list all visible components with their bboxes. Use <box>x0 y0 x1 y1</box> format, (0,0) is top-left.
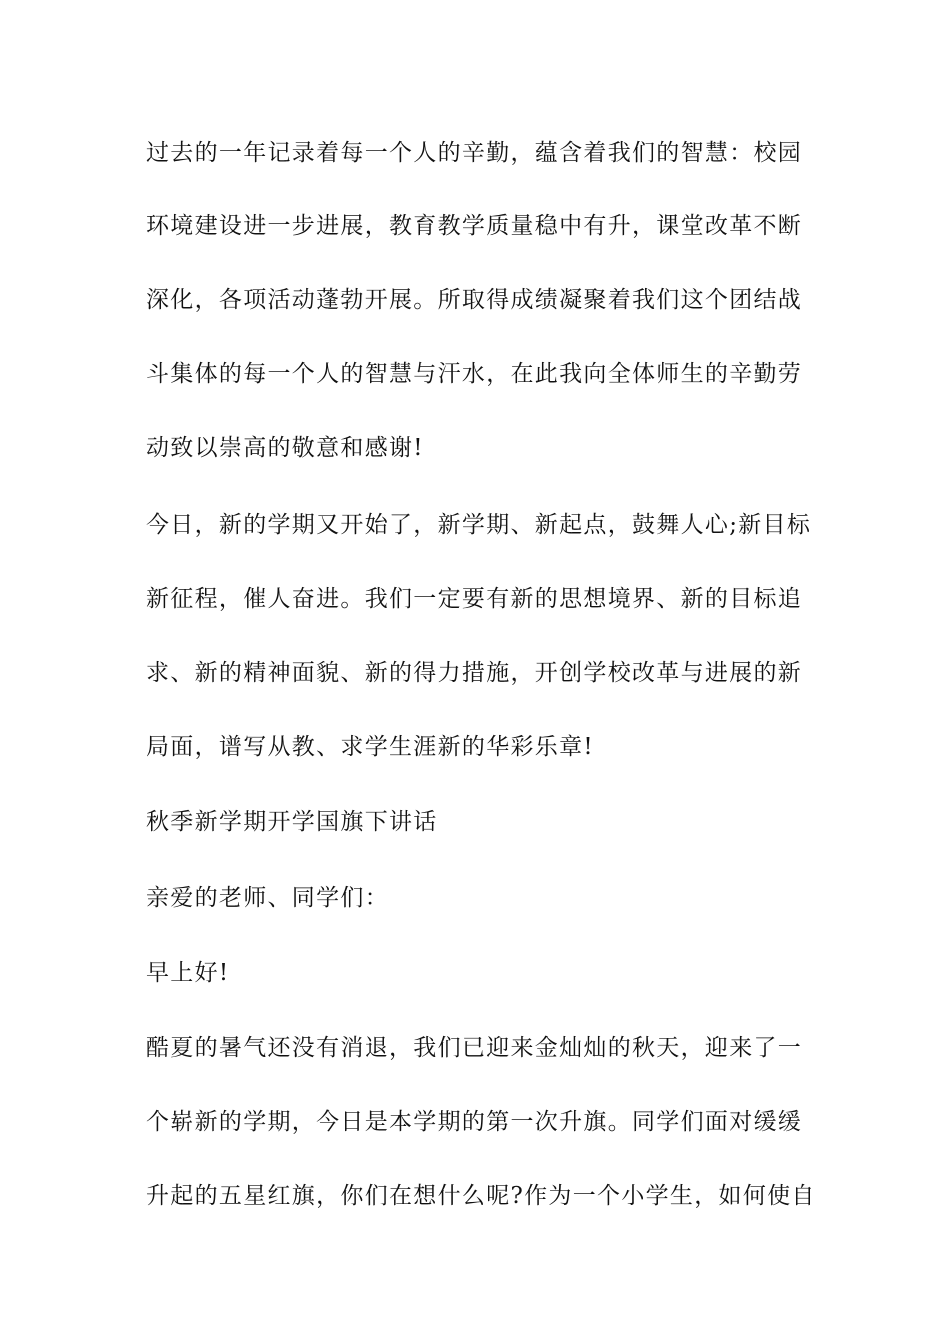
text-line: 局面，谱写从教、求学生涯新的华彩乐章! <box>146 734 594 760</box>
greeting-line: 亲爱的老师、同学们： <box>146 885 389 911</box>
text-line: 酷夏的暑气还没有消退，我们已迎来金灿灿的秋天，迎来了一 <box>146 1035 803 1061</box>
text-line: 过去的一年记录着每一个人的辛勤，蕴含着我们的智慧：校园 <box>146 140 803 166</box>
text-line: 斗集体的每一个人的智慧与汗水，在此我向全体师生的辛勤劳 <box>146 361 803 387</box>
text-line: 今日，新的学期又开始了，新学期、新起点，鼓舞人心;新目标 <box>146 512 812 538</box>
text-line: 深化，各项活动蓬勃开展。所取得成绩凝聚着我们这个团结战 <box>146 287 803 313</box>
text-line: 升起的五星红旗，你们在想什么呢?作为一个小学生，如何使自 <box>146 1183 816 1209</box>
text-line: 求、新的精神面貌、新的得力措施，开创学校改革与进展的新 <box>146 660 803 686</box>
text-line: 环境建设进一步进展，教育教学质量稳中有升，课堂改革不断 <box>146 213 803 239</box>
section-title: 秋季新学期开学国旗下讲话 <box>146 809 438 835</box>
greeting-line: 早上好! <box>146 960 230 986</box>
text-line: 动致以崇高的敬意和感谢! <box>146 435 424 461</box>
text-line: 个崭新的学期，今日是本学期的第一次升旗。同学们面对缓缓 <box>146 1109 803 1135</box>
text-line: 新征程，催人奋进。我们一定要有新的思想境界、新的目标追 <box>146 586 803 612</box>
